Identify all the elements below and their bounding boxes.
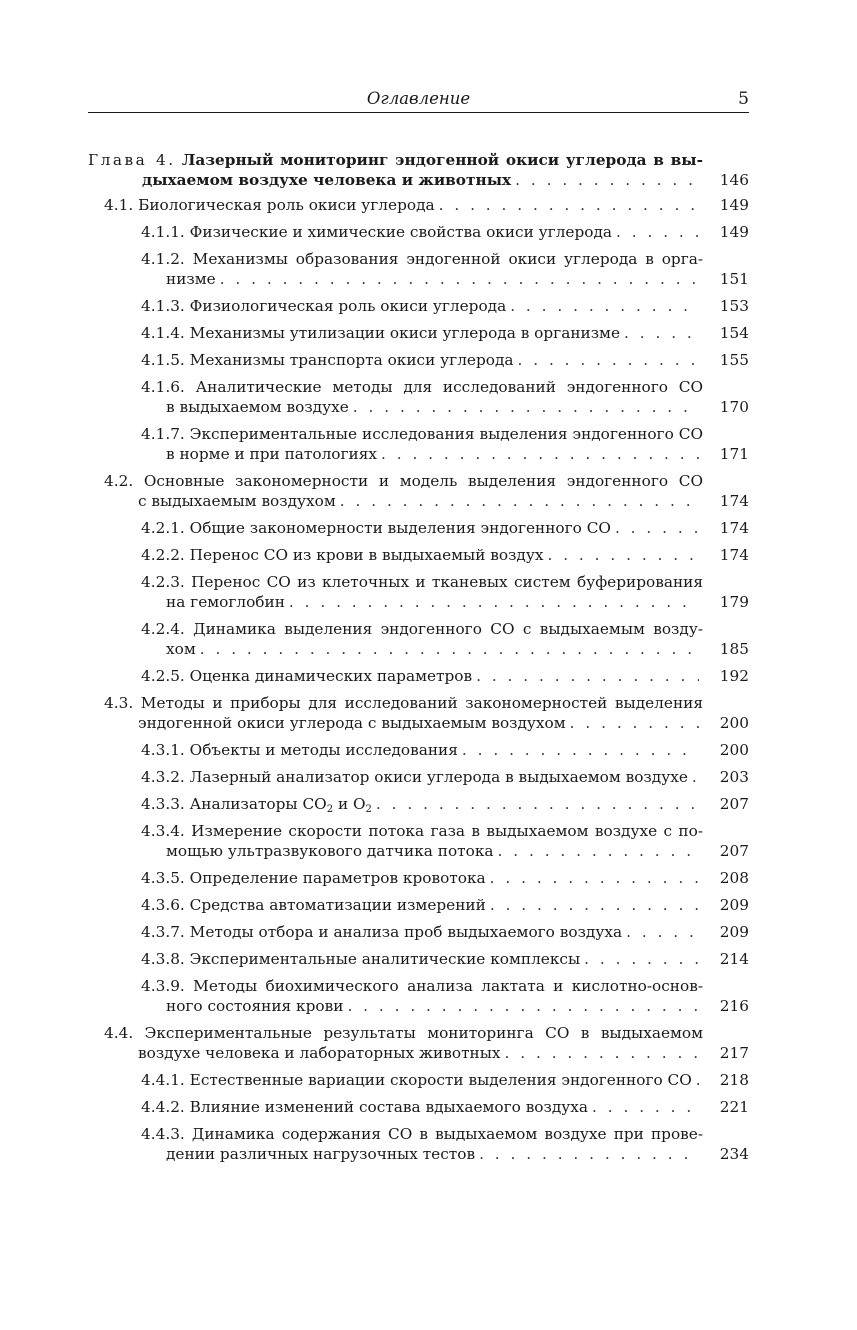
- leader-dots: [584, 949, 699, 969]
- leader-dots: [498, 841, 699, 861]
- header-page-number: 5: [738, 89, 749, 109]
- chapter-title-line1: Лазерный мониторинг эндогенной окиси углерода в вы-: [181, 151, 703, 169]
- entry-text: [141, 1097, 588, 1117]
- entry-line2: [104, 713, 749, 733]
- toc-chapter-4[interactable]: [88, 150, 749, 190]
- chapter-prefix: Глава 4.: [88, 151, 176, 169]
- entry-title-line2: на гемоглобин: [166, 593, 285, 611]
- entry-number: 4.1.1.: [141, 223, 185, 241]
- entry-line2: [141, 444, 749, 464]
- entry-title: Физические и химические свойства окиси углерода: [189, 223, 613, 241]
- entry-title-mid: и O: [333, 795, 366, 813]
- leader-dots: [381, 444, 699, 464]
- entry-title: Механизмы утилизации окиси углерода в организме: [189, 324, 621, 342]
- header-title: Оглавление: [366, 89, 471, 108]
- entry-text: [104, 195, 435, 215]
- entry-title-line1: Методы биохимического анализа лактата и кислотно-основ-: [193, 977, 703, 995]
- leader-dots: [518, 350, 700, 370]
- entry-page: 234: [719, 1145, 749, 1163]
- toc-entry-4-3-5[interactable]: [88, 868, 749, 888]
- table-of-contents: [88, 150, 749, 1171]
- entry-line: [104, 195, 749, 215]
- entry-number: 4.1.7.: [141, 425, 185, 443]
- entry-line1: [104, 471, 749, 491]
- entry-page: 170: [719, 398, 749, 416]
- leader-dots: [289, 592, 699, 612]
- entry-line: [141, 666, 749, 686]
- entry-title-line2: хом: [166, 640, 196, 658]
- entry-number: 4.3.2.: [141, 768, 185, 786]
- entry-title: Методы отбора и анализа проб выдыхаемого воздуха: [189, 923, 623, 941]
- entry-page: 171: [719, 445, 749, 463]
- toc-entry-4-3-6[interactable]: [88, 895, 749, 915]
- entry-number: 4.1.4.: [141, 324, 185, 342]
- leader-dots: [696, 1070, 699, 1090]
- entry-number: 4.3.4.: [141, 822, 185, 840]
- toc-entry-4-1-7[interactable]: [88, 424, 749, 464]
- leader-dots: [479, 1144, 699, 1164]
- leader-dots: [340, 491, 699, 511]
- entry-title-line2: воздухе человека и лабораторных животных: [138, 1044, 501, 1062]
- chapter-title-line2: дыхаемом воздухе человека и животных: [142, 171, 512, 189]
- entry-text: [141, 296, 506, 316]
- leader-dots: [220, 269, 699, 289]
- entry-title-line2: в выдыхаемом воздухе: [166, 398, 349, 416]
- entry-line2: [141, 996, 749, 1016]
- entry-page: 214: [719, 950, 749, 968]
- entry-text: [141, 767, 688, 787]
- entry-page: 207: [719, 842, 749, 860]
- entry-text: [141, 222, 612, 242]
- entry-page: 155: [719, 351, 749, 369]
- entry-page: 154: [719, 324, 749, 342]
- entry-title-line1: Основные закономерности и модель выделения эндогенного СО: [143, 472, 703, 490]
- leader-dots: [439, 195, 699, 215]
- entry-title: Объекты и методы исследования: [189, 741, 458, 759]
- entry-page: 179: [719, 593, 749, 611]
- toc-entry-4-3-9[interactable]: [88, 976, 749, 1016]
- entry-line: [141, 895, 749, 915]
- entry-line: [141, 323, 749, 343]
- subscript: 2: [326, 804, 334, 815]
- entry-line1: [141, 377, 749, 397]
- entry-title-line1: Перенос СО из клеточных и тканевых систем буферирования: [191, 573, 703, 591]
- entry-title: Физиологическая роль окиси углерода: [189, 297, 507, 315]
- entry-number: 4.1.6.: [141, 378, 185, 396]
- entry-page: 209: [719, 923, 749, 941]
- entry-number: 4.3.7.: [141, 923, 185, 941]
- entry-line: [141, 949, 749, 969]
- toc-entry-4-4[interactable]: [88, 1023, 749, 1063]
- entry-title: Экспериментальные аналитические комплексы: [189, 950, 581, 968]
- entry-page: 207: [719, 795, 749, 813]
- leader-dots: [505, 1043, 699, 1063]
- leader-dots: [592, 1097, 699, 1117]
- toc-entry-4-4-3[interactable]: [88, 1124, 749, 1164]
- entry-number: 4.1.3.: [141, 297, 185, 315]
- entry-page: 185: [719, 640, 749, 658]
- entry-number: 4.3.9.: [141, 977, 185, 995]
- entry-number: 4.4.2.: [141, 1098, 185, 1116]
- entry-text: [141, 666, 472, 686]
- entry-page: 203: [719, 768, 749, 786]
- entry-title: Анализаторы CO: [189, 795, 327, 813]
- entry-page: 209: [719, 896, 749, 914]
- entry-number: 4.3.6.: [141, 896, 185, 914]
- entry-page: 217: [719, 1044, 749, 1062]
- entry-title-line2: низме: [166, 270, 216, 288]
- toc-entry-4-3-1[interactable]: [88, 740, 749, 760]
- entry-line1: [104, 1023, 749, 1043]
- leader-dots: [626, 922, 699, 942]
- entry-line: [141, 767, 749, 787]
- entry-number: 4.1.5.: [141, 351, 185, 369]
- toc-entry-4-3-8[interactable]: [88, 949, 749, 969]
- entry-number: 4.4.: [104, 1024, 134, 1042]
- leader-dots: [376, 794, 699, 814]
- entry-page: 200: [719, 741, 749, 759]
- entry-title-line2: дении различных нагрузочных тестов: [166, 1145, 476, 1163]
- entry-line1: [141, 976, 749, 996]
- leader-dots: [547, 545, 699, 565]
- entry-line: [141, 518, 749, 538]
- entry-number: 4.2.: [104, 472, 134, 490]
- entry-line2: [141, 592, 749, 612]
- toc-entry-4-2-2[interactable]: [88, 545, 749, 565]
- entry-text: [141, 518, 611, 538]
- entry-title: Механизмы транспорта окиси углерода: [189, 351, 514, 369]
- entry-number: 4.3.: [104, 694, 134, 712]
- entry-page: 192: [719, 667, 749, 685]
- entry-line2: [141, 397, 749, 417]
- entry-line1: [104, 693, 749, 713]
- entry-number: 4.4.3.: [141, 1125, 185, 1143]
- entry-title-line1: Измерение скорости потока газа в выдыхаемом воздухе с по-: [191, 822, 703, 840]
- entry-text: [141, 794, 372, 814]
- entry-title-line2: в норме и при патологиях: [166, 445, 377, 463]
- leader-dots: [515, 170, 699, 190]
- entry-page: 216: [719, 997, 749, 1015]
- entry-title-line2: эндогенной окиси углерода с выдыхаемым воздухом: [138, 714, 566, 732]
- entry-title: Общие закономерности выделения эндогенного СО: [189, 519, 611, 537]
- entry-title-line1: Механизмы образования эндогенной окиси углерода в орга-: [192, 250, 703, 268]
- entry-text: [141, 350, 514, 370]
- leader-dots: [347, 996, 699, 1016]
- leader-dots: [490, 868, 699, 888]
- entry-line2: [141, 269, 749, 289]
- entry-line: [141, 545, 749, 565]
- toc-entry-4-3[interactable]: [88, 693, 749, 733]
- entry-title-line2: с выдыхаемым воздухом: [138, 492, 336, 510]
- leader-dots: [692, 767, 699, 787]
- entry-line1: [141, 424, 749, 444]
- entry-line: [141, 1097, 749, 1117]
- entry-number: 4.1.2.: [141, 250, 185, 268]
- entry-line1: [141, 821, 749, 841]
- entry-page: 208: [719, 869, 749, 887]
- entry-title-line1: Экспериментальные исследования выделения эндогенного СО: [189, 425, 703, 443]
- entry-line1: [141, 1124, 749, 1144]
- toc-entry-4-3-7[interactable]: [88, 922, 749, 942]
- entry-text: [141, 949, 580, 969]
- toc-entry-4-3-3[interactable]: [88, 794, 749, 814]
- entry-number: 4.3.3.: [141, 795, 185, 813]
- entry-text: [141, 868, 486, 888]
- entry-title-line1: Экспериментальные результаты мониторинга СО в выдыхаемом: [144, 1024, 704, 1042]
- entry-line1: [141, 249, 749, 269]
- entry-number: 4.3.8.: [141, 950, 185, 968]
- entry-title-line2: ного состояния крови: [166, 997, 344, 1015]
- leader-dots: [570, 713, 699, 733]
- toc-entry-4-1-5[interactable]: [88, 350, 749, 370]
- toc-entry-4-1-1[interactable]: [88, 222, 749, 242]
- entry-text: [141, 545, 543, 565]
- entry-line: [141, 222, 749, 242]
- entry-line1: [141, 619, 749, 639]
- entry-text: [141, 895, 486, 915]
- toc-entry-4-1[interactable]: [88, 195, 749, 215]
- entry-line: [141, 794, 749, 814]
- entry-page: 151: [719, 270, 749, 288]
- entry-page: 174: [719, 492, 749, 510]
- entry-line: [141, 922, 749, 942]
- entry-title: Перенос СО из крови в выдыхаемый воздух: [189, 546, 544, 564]
- leader-dots: [490, 895, 699, 915]
- entry-line: [141, 740, 749, 760]
- toc-entry-4-2-5[interactable]: [88, 666, 749, 686]
- running-header: [88, 84, 749, 113]
- entry-page: 218: [719, 1071, 749, 1089]
- entry-title: Средства автоматизации измерений: [189, 896, 486, 914]
- chapter-line1: [88, 150, 749, 170]
- entry-title: Влияние изменений состава вдыхаемого воздуха: [189, 1098, 589, 1116]
- entry-number: 4.2.2.: [141, 546, 185, 564]
- chapter-page: 146: [719, 171, 749, 189]
- entry-number: 4.1.: [104, 196, 134, 214]
- entry-page: 174: [719, 519, 749, 537]
- toc-entry-4-4-1[interactable]: [88, 1070, 749, 1090]
- toc-entry-4-1-2[interactable]: [88, 249, 749, 289]
- leader-dots: [510, 296, 699, 316]
- leader-dots: [462, 740, 699, 760]
- entry-page: 221: [719, 1098, 749, 1116]
- entry-line: [141, 350, 749, 370]
- leader-dots: [353, 397, 699, 417]
- toc-entry-4-3-2[interactable]: [88, 767, 749, 787]
- entry-line: [141, 1070, 749, 1090]
- chapter-line2: [88, 170, 749, 190]
- toc-entry-4-1-6[interactable]: [88, 377, 749, 417]
- entry-line2: [141, 1144, 749, 1164]
- entry-line2: [104, 491, 749, 511]
- entry-text: [141, 922, 622, 942]
- toc-entry-4-2-1[interactable]: [88, 518, 749, 538]
- entry-page: 149: [719, 223, 749, 241]
- entry-page: 153: [719, 297, 749, 315]
- entry-line2: [141, 841, 749, 861]
- entry-line: [141, 296, 749, 316]
- entry-number: 4.3.1.: [141, 741, 185, 759]
- entry-title-line1: Динамика содержания СО в выдыхаемом воздухе при прове-: [191, 1125, 703, 1143]
- entry-number: 4.3.5.: [141, 869, 185, 887]
- entry-title-line1: Динамика выделения эндогенного СО с выдыхаемым возду-: [193, 620, 703, 638]
- entry-page: 149: [719, 196, 749, 214]
- entry-title-line1: Методы и приборы для исследований закономерностей выделения: [140, 694, 703, 712]
- subscript: 2: [365, 804, 372, 815]
- entry-title: Определение параметров кровотока: [189, 869, 486, 887]
- entry-page: 200: [719, 714, 749, 732]
- toc-entry-4-4-2[interactable]: [88, 1097, 749, 1117]
- entry-title-line2: мощью ультразвукового датчика потока: [166, 842, 494, 860]
- entry-number: 4.2.5.: [141, 667, 185, 685]
- entry-title-line1: Аналитические методы для исследований эндогенного СО: [195, 378, 703, 396]
- entry-title: Лазерный анализатор окиси углерода в выдыхаемом воздухе: [189, 768, 688, 786]
- entry-text: [141, 1070, 692, 1090]
- entry-title: Естественные вариации скорости выделения эндогенного СО: [189, 1071, 692, 1089]
- entry-line2: [104, 1043, 749, 1063]
- toc-entry-4-1-4[interactable]: [88, 323, 749, 343]
- leader-dots: [200, 639, 699, 659]
- entry-number: 4.2.1.: [141, 519, 185, 537]
- entry-number: 4.2.4.: [141, 620, 185, 638]
- leader-dots: [624, 323, 699, 343]
- toc-entry-4-2-4[interactable]: [88, 619, 749, 659]
- entry-number: 4.2.3.: [141, 573, 185, 591]
- entry-text: [141, 323, 620, 343]
- toc-entry-4-2-3[interactable]: [88, 572, 749, 612]
- entry-number: 4.4.1.: [141, 1071, 185, 1089]
- toc-entry-4-3-4[interactable]: [88, 821, 749, 861]
- entry-title: Биологическая роль окиси углерода: [138, 196, 435, 214]
- toc-entry-4-1-3[interactable]: [88, 296, 749, 316]
- toc-entry-4-2[interactable]: [88, 471, 749, 511]
- leader-dots: [615, 518, 699, 538]
- entry-page: 174: [719, 546, 749, 564]
- entry-line: [141, 868, 749, 888]
- entry-title: Оценка динамических параметров: [189, 667, 473, 685]
- entry-text: [141, 740, 458, 760]
- leader-dots: [476, 666, 699, 686]
- entry-line1: [141, 572, 749, 592]
- entry-line2: [141, 639, 749, 659]
- leader-dots: [616, 222, 699, 242]
